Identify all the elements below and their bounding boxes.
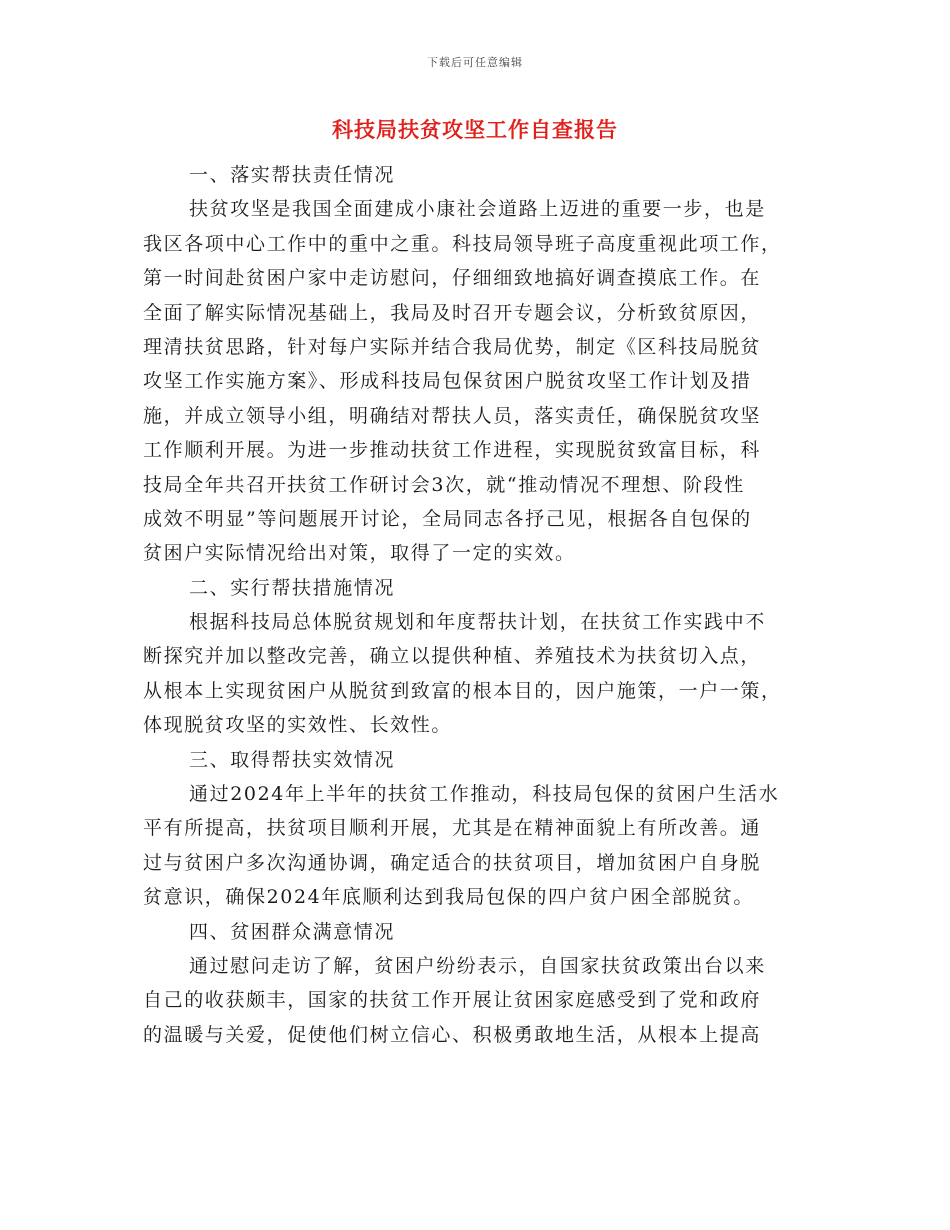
text-line: 过与贫困户多次沟通协调，确定适合的扶贫项目，增加贫困户自身脱 bbox=[143, 851, 762, 874]
text-line: 通过2024年上半年的扶贫工作推动，科技局包保的贫困户生活水 bbox=[189, 783, 780, 806]
text-line: 我区各项中心工作中的重中之重。科技局领导班子高度重视此项工作， bbox=[143, 232, 782, 255]
text-line: 平有所提高，扶贫项目顺利开展，尤其是在精神面貌上有所改善。通 bbox=[143, 817, 762, 840]
text-line: 自己的收获颇丰，国家的扶贫工作开展让贫困家庭感受到了党和政府 bbox=[143, 989, 762, 1012]
text-line: 体现脱贫攻坚的实效性、长效性。 bbox=[143, 714, 453, 737]
text-line: 断探究并加以整改完善，确立以提供种植、养殖技术为扶贫切入点， bbox=[143, 645, 762, 668]
text-line: 扶贫攻坚是我国全面建成小康社会道路上迈进的重要一步，也是 bbox=[189, 198, 766, 221]
text-line: 通过慰问走访了解，贫困户纷纷表示，自国家扶贫政策出台以来 bbox=[189, 954, 766, 977]
text-line: 全面了解实际情况基础上，我局及时召开专题会议，分析致贫原因， bbox=[143, 301, 762, 324]
text-line: 贫意识，确保2024年底顺利达到我局包保的四户贫户困全部脱贫。 bbox=[143, 886, 754, 909]
text-line: 施，并成立领导小组，明确结对帮扶人员，落实责任，确保脱贫攻坚 bbox=[143, 404, 762, 427]
text-line: 四、贫困群众满意情况 bbox=[189, 920, 396, 943]
text-line: 理清扶贫思路，针对每户实际并结合我局优势，制定《区科技局脱贫 bbox=[143, 335, 762, 358]
text-line: 工作顺利开展。为进一步推动扶贫工作进程，实现脱贫致富目标，科 bbox=[143, 439, 762, 462]
text-line: 贫困户实际情况给出对策，取得了一定的实效。 bbox=[143, 542, 576, 565]
text-line: 二、实行帮扶措施情况 bbox=[189, 576, 396, 599]
text-line: 的温暖与关爱，促使他们树立信心、积极勇敢地生活，从根本上提高 bbox=[143, 1023, 762, 1046]
document-title: 科技局扶贫攻坚工作自查报告 bbox=[332, 117, 618, 142]
text-line: 从根本上实现贫困户从脱贫到致富的根本目的，因户施策，一户一策， bbox=[143, 679, 782, 702]
header-note: 下载后可任意编辑 bbox=[427, 56, 523, 69]
text-line: 三、取得帮扶实效情况 bbox=[189, 748, 396, 771]
text-line: 根据科技局总体脱贫规划和年度帮扶计划，在扶贫工作实践中不 bbox=[189, 611, 766, 634]
text-line: 技局全年共召开扶贫工作研讨会3次，就“推动情况不理想、阶段性 bbox=[143, 473, 745, 496]
text-line: 一、落实帮扶责任情况 bbox=[189, 164, 396, 186]
text-line: 第一时间赴贫困户家中走访慰问，仔细细致地搞好调查摸底工作。在 bbox=[143, 267, 762, 290]
document-body bbox=[143, 158, 808, 1052]
text-line: 成效不明显”等问题展开讨论，全局同志各抒己见，根据各自包保的 bbox=[143, 507, 752, 530]
text-line: 攻坚工作实施方案》、形成科技局包保贫困户脱贫攻坚工作计划及措 bbox=[143, 370, 752, 393]
